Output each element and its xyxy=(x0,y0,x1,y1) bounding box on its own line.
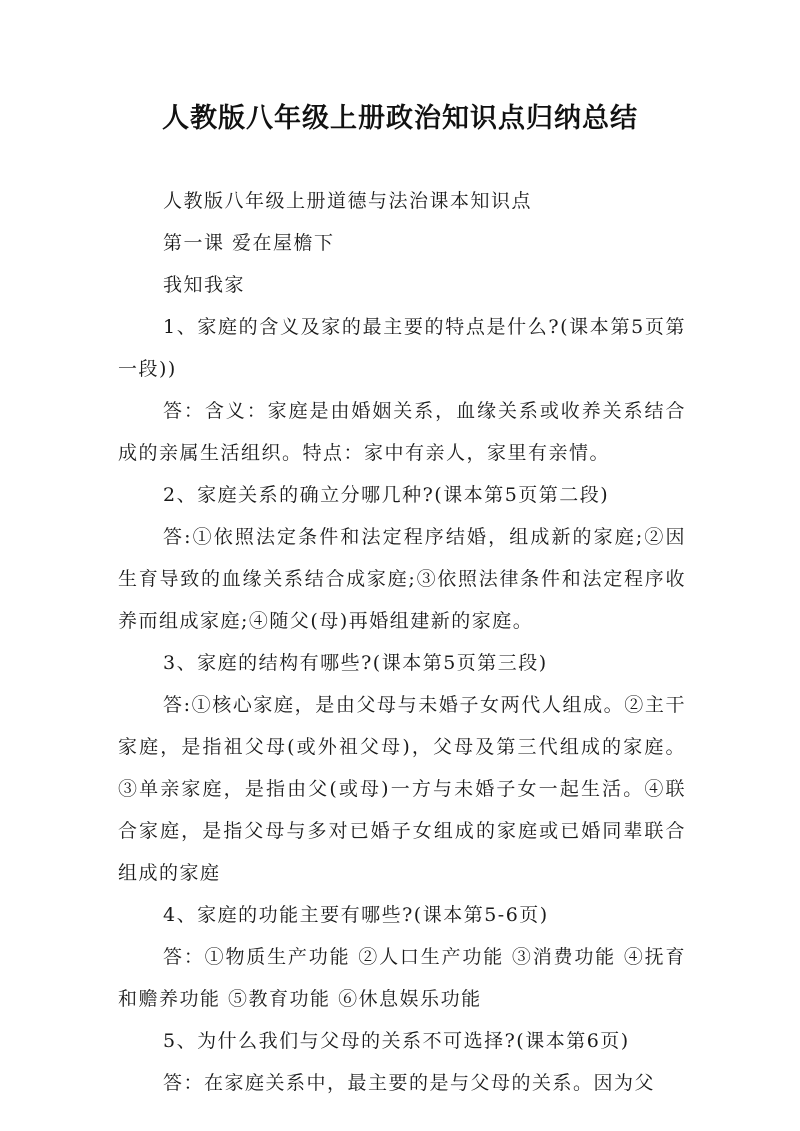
paragraph-answer-5: 答：在家庭关系中，最主要的是与父母的关系。因为父 xyxy=(163,1072,656,1094)
paragraph-question-2: 2、家庭关系的确立分哪几种?(课本第5页第二段) xyxy=(163,484,610,506)
paragraph-question-5: 5、为什么我们与父母的关系不可选择?(课本第6页) xyxy=(163,1030,630,1052)
paragraph-subtitle: 人教版八年级上册道德与法治课本知识点 xyxy=(163,190,533,212)
document-title: 人教版八年级上册政治知识点归纳总结 xyxy=(162,103,638,134)
paragraph-answer-3: 答:①核心家庭，是由父母与未婚子女两代人组成。②主干家庭，是指祖父母(或外祖父母)，父母及第三代组成的家庭。③单亲家庭，是指由父(或母)一方与未婚子女一起生活。④联合家庭，是指父母与多对已婚子女组成的家庭或已婚同辈联合组成的家庭 xyxy=(118,694,686,884)
paragraph-question-1: 1、家庭的含义及家的最主要的特点是什么?(课本第5页第一段)) xyxy=(118,316,686,380)
paragraph-answer-4: 答：①物质生产功能 ②人口生产功能 ③消费功能 ④抚育和赡养功能 ⑤教育功能 ⑥休息娱乐功能 xyxy=(118,946,686,1010)
paragraph-section-heading: 我知我家 xyxy=(163,274,246,296)
paragraph-question-3: 3、家庭的结构有哪些?(课本第5页第三段) xyxy=(163,652,548,674)
paragraph-answer-1: 答：含义：家庭是由婚姻关系，血缘关系或收养关系结合成的亲属生活组织。特点：家中有亲人，家里有亲情。 xyxy=(118,400,686,464)
document-body xyxy=(118,180,686,1104)
paragraph-answer-2: 答:①依照法定条件和法定程序结婚，组成新的家庭;②因生育导致的血缘关系结合成家庭;③依照法律条件和法定程序收养而组成家庭;④随父(母)再婚组建新的家庭。 xyxy=(118,526,686,632)
paragraph-lesson-heading: 第一课 爱在屋檐下 xyxy=(163,232,335,254)
paragraph-question-4: 4、家庭的功能主要有哪些?(课本第5-6页) xyxy=(163,904,549,926)
